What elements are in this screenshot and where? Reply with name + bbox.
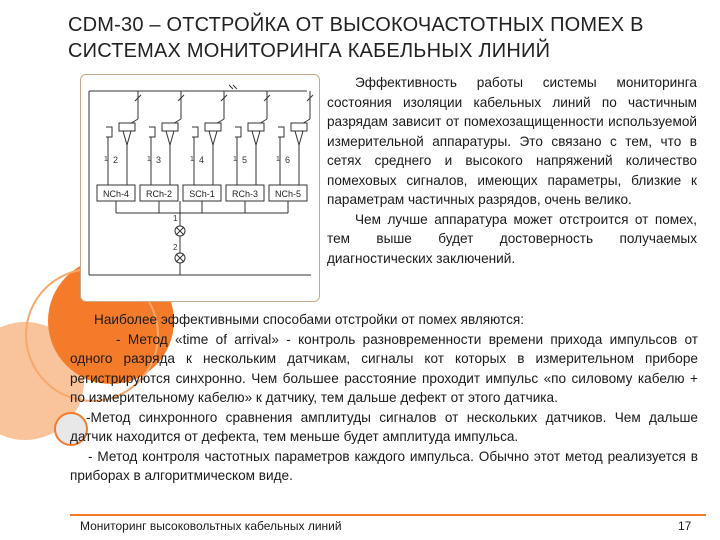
intro-paragraph-1: Эффективность работы системы мониторинга состояния изоляции кабельных линий по частичным разрядам зависит от помехозащищенности используемой измерительной аппаратуры. Это связано с тем, что в сетях среднего и высокого напряжений количество помеховых сигналов, имеющих параметры, близкие к параметрам частичных разрядов, очень велико. [327,75,697,207]
sensor-small-number: 1 [190,156,194,163]
node-label-2: 2 [173,243,178,252]
footer-caption: Мониторинг высоковольтных кабельных линий [80,519,342,533]
methods-text [70,310,698,486]
sensor-number: 3 [156,155,162,165]
slide-title: CDM-30 – ОТСТРОЙКА ОТ ВЫСОКОЧАСТОТНЫХ ПОМЕХ В СИСТЕМАХ МОНИТОРИНГА КАБЕЛЬНЫХ ЛИНИЙ [68,14,644,62]
sensor-small-number: 1 [276,156,280,163]
intro-paragraph-2: Чем лучше аппаратура может отстроится от помех, тем выше будет достоверность получаемых диагностических заключений. [327,211,697,266]
method-time-of-arrival: - Метод «time of arrival» - контроль разновременности времени прихода импульсов от одного разряда к нескольким датчикам, сигналы кот которых в измерительном приборе регистрируются синхронно. Чем большее расстояние проходит импульс «по силовому кабелю + по измерительному кабелю» к датчику, тем дальше дефект от этого датчика. [70,331,698,405]
sensor-symbol [119,123,135,131]
channel-box-label: SCh-1 [189,189,215,199]
sensor-symbol [162,123,178,131]
schematic-diagram [81,75,319,301]
sensor-number: 2 [113,155,119,165]
channel-box-label: RCh-3 [231,189,259,199]
sensor-symbol [205,123,221,131]
sensor-small-number: 1 [233,156,237,163]
sensor-small-number: 1 [147,156,151,163]
sensor-small-number: 1 [104,156,108,163]
sensor-symbol [291,123,307,131]
schematic-figure [80,74,320,302]
sensor-symbol [248,123,264,131]
channel-box-label: NCh-5 [274,189,302,199]
intro-text [327,73,697,268]
sensor-number: 4 [199,155,205,165]
footer-divider [70,514,706,516]
page-number: 17 [678,519,692,533]
method-amplitude-comparison: -Метод синхронного сравнения амплитуды сигналов от нескольких датчиков. Чем дальше датчик находится от дефекта, тем меньше будет амплитуда импульса. [70,409,698,444]
channel-box-label: NCh-4 [102,189,130,199]
node-label-1: 1 [173,214,178,223]
channel-box-label: RCh-2 [145,189,173,199]
sensor-number: 5 [242,155,248,165]
method-frequency-control: - Метод контроля частотных параметров каждого импульса. Обычно этот метод реализуется в приборах в алгоритмическом виде. [70,448,698,483]
methods-intro: Наиболее эффективными способами отстройки от помех являются: [94,312,525,327]
sensor-number: 6 [285,155,291,165]
